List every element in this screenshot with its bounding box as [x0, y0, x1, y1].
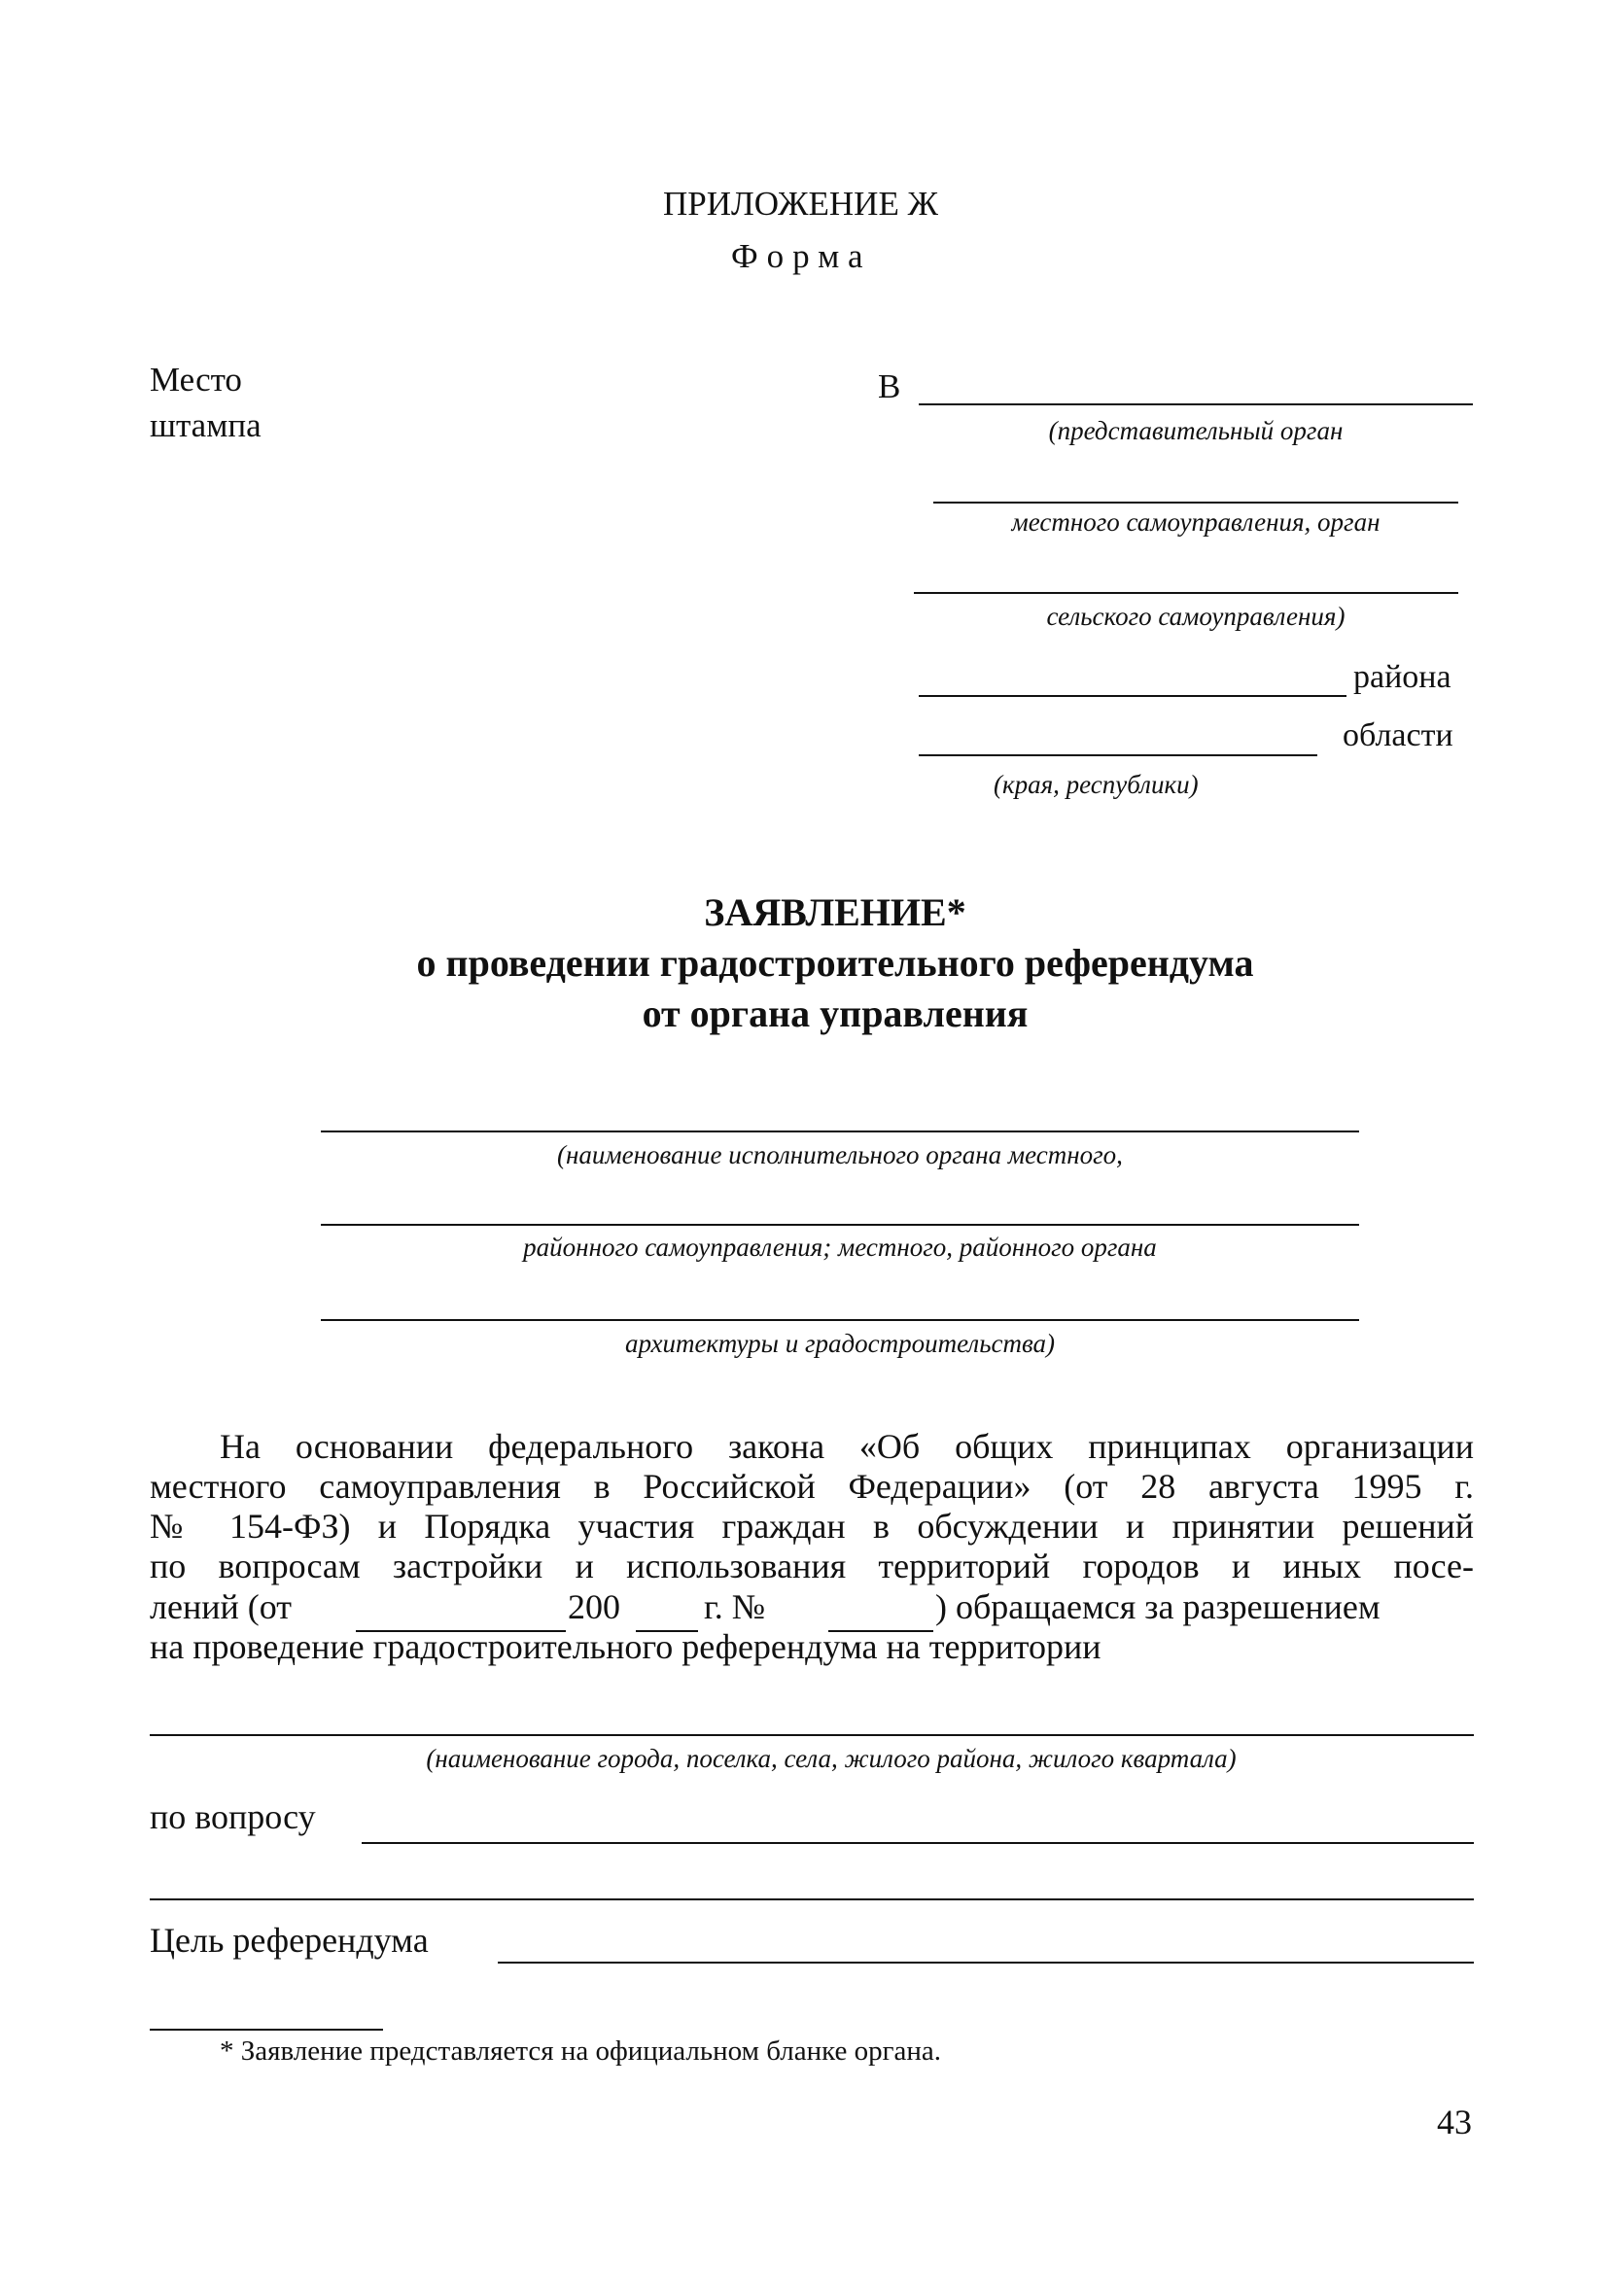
- number-label: г. №: [704, 1587, 766, 1626]
- addressee-caption-3: сельского самоуправления): [1046, 602, 1346, 631]
- addressee-prefix: В: [878, 367, 901, 405]
- footnote: * Заявление представляется на официальном бланке органа.: [220, 2035, 941, 2067]
- year-prefix: 200: [568, 1587, 620, 1626]
- document-subtitle-2: от органа управления: [642, 991, 1029, 1035]
- addressee-blank-line-3[interactable]: [914, 592, 1458, 594]
- stamp-label-line2: штампа: [150, 406, 262, 444]
- district-blank-line[interactable]: [919, 695, 1346, 697]
- question-blank-line-2[interactable]: [150, 1898, 1474, 1900]
- appendix-heading: ПРИЛОЖЕНИЕ Ж: [663, 185, 938, 223]
- body-line-1: На основании федерального закона «Об общих принципах организации: [220, 1427, 1474, 1466]
- region-label: области: [1343, 717, 1453, 753]
- body-line-5-end: ) обращаемся за разрешением: [935, 1587, 1381, 1626]
- applicant-caption-3: архитектуры и градостроительства): [625, 1329, 1055, 1358]
- goal-label: Цель референдума: [150, 1921, 429, 1960]
- applicant-blank-line-3[interactable]: [321, 1319, 1359, 1321]
- applicant-blank-line-1[interactable]: [321, 1131, 1359, 1132]
- body-line-2: местного самоуправления в Российской Федерации» (от 28 августа 1995 г.: [150, 1467, 1474, 1506]
- question-label: по вопросу: [150, 1797, 316, 1836]
- body-line-4: по вопросам застройки и использования территорий городов и иных посе-: [150, 1547, 1474, 1585]
- addressee-caption-2: местного самоуправления, орган: [1011, 507, 1381, 537]
- applicant-blank-line-2[interactable]: [321, 1224, 1359, 1226]
- body-line-3: № 154-ФЗ) и Порядка участия граждан в обсуждении и принятии решений: [150, 1507, 1474, 1546]
- goal-blank-line[interactable]: [498, 1962, 1474, 1964]
- territory-caption: (наименование города, поселка, села, жилого района, жилого квартала): [426, 1744, 1237, 1773]
- body-line-5-start: лений (от: [150, 1587, 292, 1626]
- form-label: Форма: [731, 237, 872, 275]
- page-number: 43: [1437, 2103, 1472, 2141]
- body-line-6: на проведение градостроительного референдума на территории: [150, 1627, 1101, 1666]
- addressee-caption-1: (представительный орган: [1048, 416, 1344, 445]
- addressee-blank-line-2[interactable]: [933, 502, 1458, 504]
- addressee-blank-line-1[interactable]: [919, 403, 1473, 405]
- footnote-separator: [150, 2029, 383, 2031]
- stamp-label-line1: Место: [150, 361, 242, 399]
- applicant-caption-2: районного самоуправления; местного, районного органа: [523, 1233, 1157, 1262]
- district-label: района: [1353, 659, 1451, 695]
- region-blank-line[interactable]: [919, 754, 1317, 756]
- applicant-caption-1: (наименование исполнительного органа местного,: [557, 1140, 1123, 1169]
- document-title: ЗАЯВЛЕНИЕ*: [704, 890, 966, 934]
- question-blank-line-1[interactable]: [362, 1842, 1474, 1844]
- addressee-caption-4: (края, республики): [994, 770, 1199, 799]
- document-subtitle-1: о проведении градостроительного референдума: [416, 941, 1254, 985]
- territory-blank-line[interactable]: [150, 1734, 1474, 1736]
